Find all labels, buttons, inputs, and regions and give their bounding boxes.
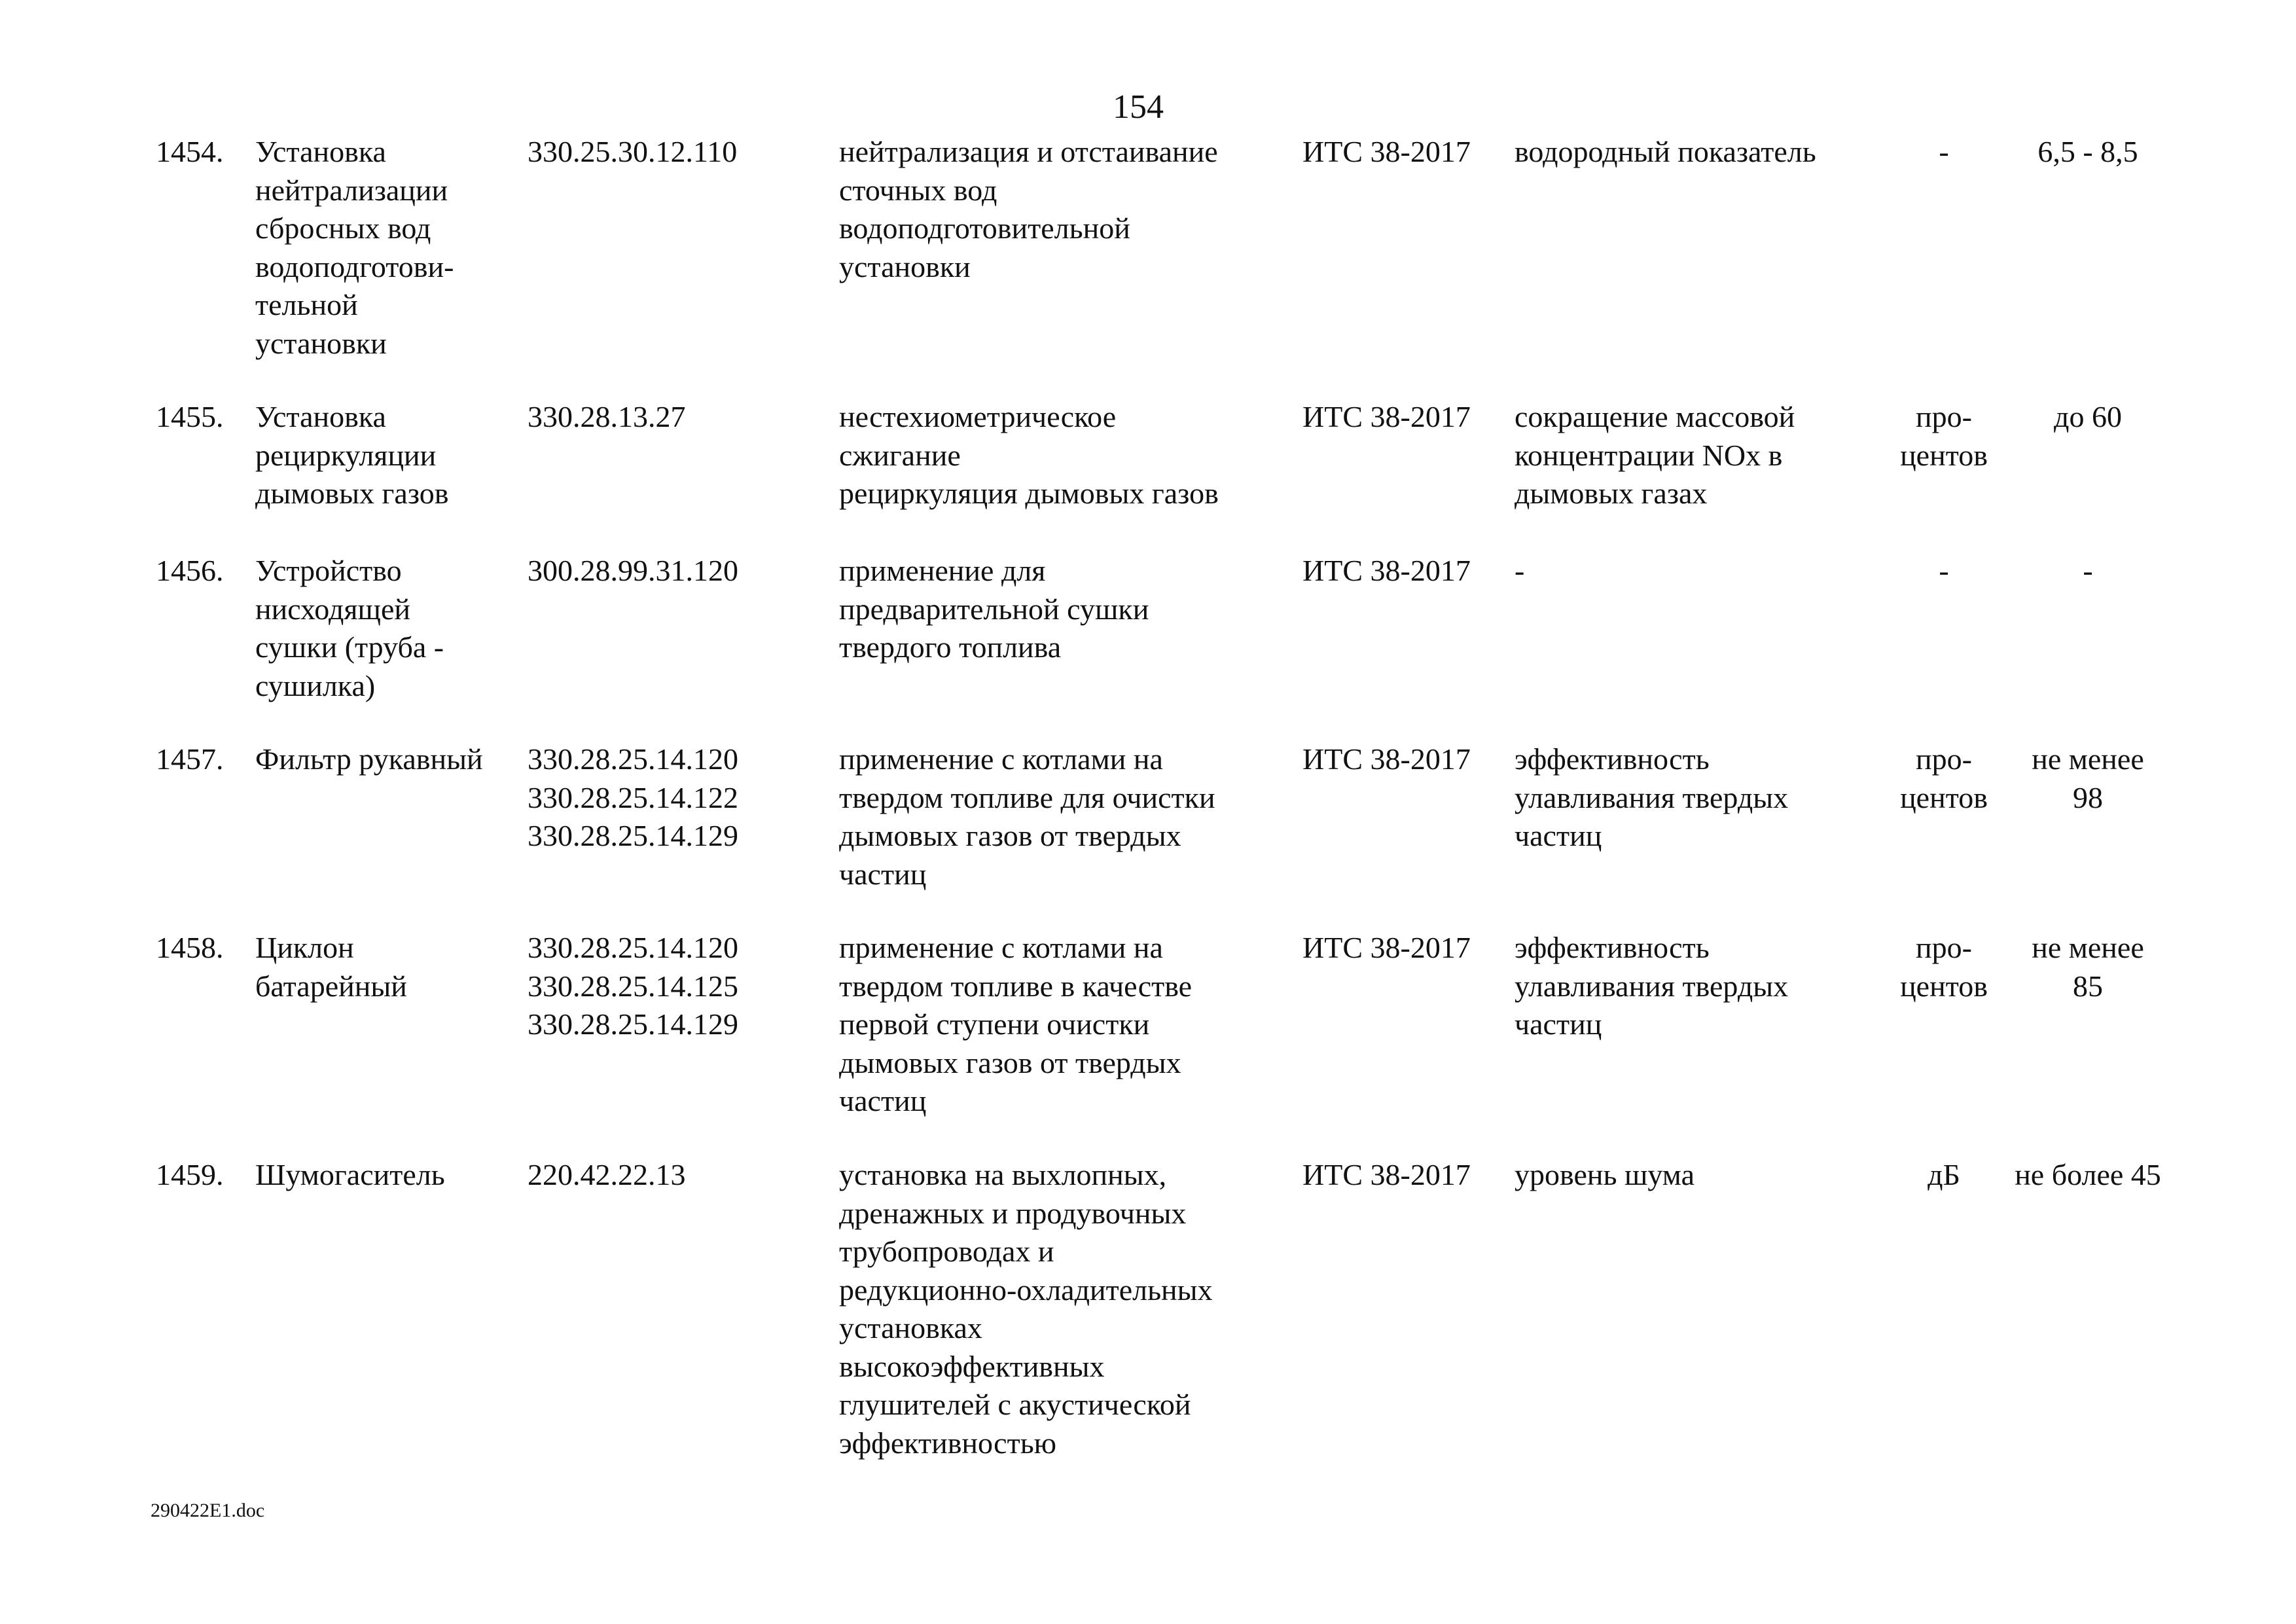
unit xyxy=(1885,133,2003,171)
text-line: твердого топлива xyxy=(839,630,1062,664)
text-line: 98 xyxy=(2073,780,2103,814)
text-line: концентрации NOx в xyxy=(1515,438,1783,472)
its-reference: ИТС 38-2017 xyxy=(1302,400,1471,433)
value xyxy=(1990,398,2186,437)
technology-description xyxy=(839,133,1284,286)
equipment-name xyxy=(255,929,517,1005)
text-line: эффективностью xyxy=(839,1426,1057,1460)
text-line: установки xyxy=(839,249,971,283)
text-line: Шумогаситель xyxy=(255,1158,445,1191)
code-line: 330.28.13.27 xyxy=(528,400,686,433)
row-number: 1459. xyxy=(156,1158,224,1191)
equipment-name xyxy=(255,133,517,363)
text-line: установках xyxy=(839,1311,982,1344)
text-line: частиц xyxy=(839,857,927,891)
text-line: применение с котлами на xyxy=(839,931,1163,964)
row-number: 1457. xyxy=(156,742,224,776)
text-line: Установка xyxy=(255,400,386,433)
code-line: 220.42.22.13 xyxy=(528,1158,686,1191)
value xyxy=(1990,929,2186,1005)
unit xyxy=(1885,929,2003,1005)
code-line: 330.28.25.14.120 xyxy=(528,742,738,776)
value xyxy=(1990,740,2186,817)
row-number: 1456. xyxy=(156,554,224,587)
indicator xyxy=(1515,929,1881,1044)
text-line: 85 xyxy=(2073,969,2103,1003)
text-line: улавливания твердых xyxy=(1515,969,1789,1003)
its-reference: ИТС 38-2017 xyxy=(1302,554,1471,587)
code-line: 300.28.99.31.120 xyxy=(528,554,738,587)
text-line: применение с котлами на xyxy=(839,742,1163,776)
text-line: не менее xyxy=(2032,742,2144,776)
text-line: про- xyxy=(1916,742,1972,776)
its-reference: ИТС 38-2017 xyxy=(1302,931,1471,964)
text-line: не менее xyxy=(2032,931,2144,964)
text-line: центов xyxy=(1900,969,1988,1003)
page-number: 154 xyxy=(1113,88,1164,126)
text-line: первой ступени очистки xyxy=(839,1007,1150,1041)
text-line: уровень шума xyxy=(1515,1158,1695,1191)
code-line: 330.28.25.14.122 xyxy=(528,780,738,814)
text-line: эффективность xyxy=(1515,931,1710,964)
text-line: твердом топливе для очистки xyxy=(839,780,1215,814)
text-line: батарейный xyxy=(255,969,407,1003)
code-line: 330.25.30.12.110 xyxy=(528,135,738,168)
text-line: водоподготовительной xyxy=(839,211,1130,245)
technology-description xyxy=(839,552,1284,667)
text-line: сушилка) xyxy=(255,668,376,702)
text-line: дренажных и продувочных xyxy=(839,1196,1187,1230)
okpd-codes xyxy=(528,929,802,1044)
text-line: Циклон xyxy=(255,931,354,964)
text-line: глушителей с акустической xyxy=(839,1388,1191,1421)
value xyxy=(1990,1156,2186,1195)
text-line: про- xyxy=(1916,931,1972,964)
okpd-codes xyxy=(528,552,802,590)
its-reference: ИТС 38-2017 xyxy=(1302,135,1471,168)
indicator xyxy=(1515,552,1881,590)
indicator xyxy=(1515,1156,1881,1195)
text-line: сокращение массовой xyxy=(1515,400,1795,433)
its-reference: ИТС 38-2017 xyxy=(1302,742,1471,776)
text-line: нейтрализация и отстаивание xyxy=(839,135,1218,168)
text-line: твердом топливе в качестве xyxy=(839,969,1193,1003)
text-line: - xyxy=(1939,135,1949,168)
equipment-name xyxy=(255,398,517,513)
text-line: - xyxy=(1515,554,1525,587)
text-line: дымовых газов от твердых xyxy=(839,819,1181,852)
okpd-codes xyxy=(528,133,802,171)
unit xyxy=(1885,398,2003,475)
unit xyxy=(1885,552,2003,590)
text-line: сбросных вод xyxy=(255,211,431,245)
text-line: 6,5 - 8,5 xyxy=(2037,135,2138,168)
text-line: Устройство xyxy=(255,554,402,587)
document-filename: 290422E1.doc xyxy=(151,1500,265,1521)
code-line: 330.28.25.14.120 xyxy=(528,931,738,964)
text-line: до 60 xyxy=(2054,400,2122,433)
text-line: сушки (труба - xyxy=(255,630,444,664)
technology-description xyxy=(839,1156,1284,1462)
text-line: не более 45 xyxy=(2015,1158,2161,1191)
text-line: частиц xyxy=(1515,819,1602,852)
text-line: дымовых газах xyxy=(1515,477,1708,510)
okpd-codes xyxy=(528,740,802,856)
text-line: применение для xyxy=(839,554,1046,587)
equipment-name xyxy=(255,1156,517,1195)
equipment-name xyxy=(255,740,517,779)
text-line: про- xyxy=(1916,400,1972,433)
text-line: - xyxy=(2083,554,2093,587)
equipment-name xyxy=(255,552,517,705)
code-line: 330.28.25.14.129 xyxy=(528,1007,738,1041)
row-number: 1454. xyxy=(156,135,224,168)
text-line: нисходящей xyxy=(255,592,410,626)
text-line: Фильтр рукавный xyxy=(255,742,483,776)
code-line: 330.28.25.14.129 xyxy=(528,819,738,852)
code-line: 330.28.25.14.125 xyxy=(528,969,738,1003)
unit xyxy=(1885,1156,2003,1195)
unit xyxy=(1885,740,2003,817)
text-line: водоподготови- xyxy=(255,249,454,283)
text-line: рециркуляции xyxy=(255,438,437,472)
text-line: улавливания твердых xyxy=(1515,780,1789,814)
text-line: предварительной сушки xyxy=(839,592,1149,626)
text-line: тельной xyxy=(255,288,358,321)
text-line: Установка xyxy=(255,135,386,168)
okpd-codes xyxy=(528,1156,802,1195)
value xyxy=(1990,133,2186,171)
text-line: сточных вод xyxy=(839,173,997,207)
indicator xyxy=(1515,740,1881,856)
text-line: частиц xyxy=(839,1084,927,1117)
technology-description xyxy=(839,929,1284,1121)
row-number: 1458. xyxy=(156,931,224,964)
technology-description xyxy=(839,740,1284,893)
text-line: водородный показатель xyxy=(1515,135,1816,168)
text-line: дБ xyxy=(1928,1158,1960,1191)
text-line: высокоэффективных xyxy=(839,1349,1105,1383)
text-line: нейтрализации xyxy=(255,173,448,207)
text-line: центов xyxy=(1900,438,1988,472)
text-line: рециркуляция дымовых газов xyxy=(839,477,1219,510)
text-line: нестехиометрическое xyxy=(839,400,1117,433)
indicator xyxy=(1515,133,1881,171)
text-line: частиц xyxy=(1515,1007,1602,1041)
text-line: эффективность xyxy=(1515,742,1710,776)
text-line: дымовых газов xyxy=(255,477,449,510)
text-line: установки xyxy=(255,326,387,360)
technology-description xyxy=(839,398,1284,513)
text-line: - xyxy=(1939,554,1949,587)
text-line: установка на выхлопных, xyxy=(839,1158,1167,1191)
value xyxy=(1990,552,2186,590)
text-line: дымовых газов от твердых xyxy=(839,1045,1181,1079)
text-line: трубопроводах и xyxy=(839,1235,1054,1268)
text-line: редукционно-охладительных xyxy=(839,1272,1213,1307)
indicator xyxy=(1515,398,1881,513)
text-line: центов xyxy=(1900,780,1988,814)
okpd-codes xyxy=(528,398,802,437)
row-number: 1455. xyxy=(156,400,224,433)
text-line: сжигание xyxy=(839,438,961,472)
its-reference: ИТС 38-2017 xyxy=(1302,1158,1471,1191)
